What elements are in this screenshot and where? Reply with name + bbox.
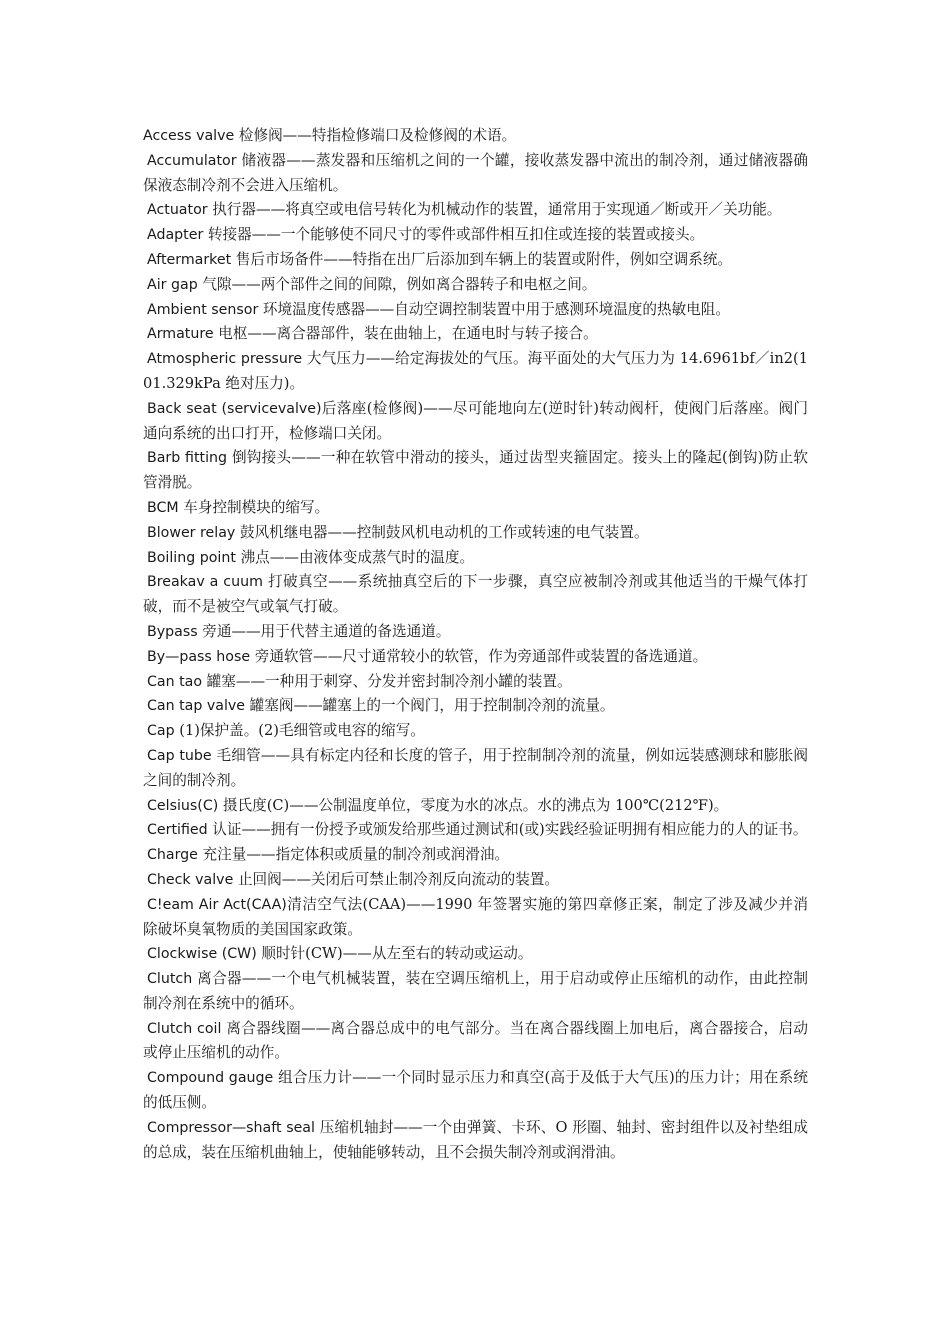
glossary-term: BCM [147, 499, 179, 516]
glossary-entry [143, 1116, 808, 1166]
glossary-entry [143, 620, 808, 645]
glossary-entry [143, 570, 808, 620]
glossary-definition: 打破真空——系统抽真空后的下一步骤，真空应被制冷剂或其他适当的干燥气体打破，而不是被空气或氧气打破。 [143, 573, 808, 616]
glossary-term: Check valve [147, 871, 234, 888]
glossary-definition: (1)保护盖。(2)毛细管或电容的缩写。 [174, 722, 425, 740]
glossary-term: Adapter [147, 227, 204, 244]
glossary-definition: 转接器——一个能够使不同尺寸的零件或部件相互扣住或连接的装置或接头。 [203, 226, 705, 244]
glossary-term: Celsius(C) [147, 797, 219, 814]
glossary-entry [143, 546, 808, 571]
glossary-entry [143, 744, 808, 794]
glossary-definition: 压缩机轴封——一个由弹簧、卡环、O 形圈、轴封、密封组件以及衬垫组成的总成，装在压缩机曲轴上，使轴能够转动，且不会损失制冷剂或润滑油。 [143, 1118, 808, 1161]
glossary-entry [143, 670, 808, 695]
glossary-entry [143, 1017, 808, 1067]
glossary-definition: 摄氏度(C)——公制温度单位，零度为水的冰点。水的沸点为 100℃(212℉)。 [218, 796, 729, 814]
glossary-definition: 罐塞阀——罐塞上的一个阀门，用于控制制冷剂的流量。 [245, 697, 615, 715]
glossary-entry [143, 347, 808, 397]
glossary-term: Clutch coil [147, 1020, 222, 1037]
glossary-definition: 气隙——两个部件之间的间隙，例如离合器转子和电枢之间。 [197, 275, 597, 293]
glossary-entry [143, 794, 808, 819]
glossary-term: Certified [147, 822, 208, 839]
glossary-term: Clutch [147, 971, 193, 988]
glossary-term: Access valve [143, 128, 235, 144]
glossary-definition: 鼓风机继电器——控制鼓风机电动机的工作或转速的电气装置。 [235, 523, 649, 541]
glossary-entry [143, 893, 808, 943]
glossary-term: Accumulator [147, 152, 237, 169]
glossary-term: By—pass hose [147, 648, 251, 665]
glossary-term: Actuator [147, 202, 208, 219]
glossary-term: Compound gauge [147, 1070, 274, 1087]
glossary-entry [143, 1066, 808, 1116]
glossary-term: Breakav a cuum [147, 574, 263, 591]
glossary-term: Back seat (servicevalve) [147, 400, 322, 417]
glossary-term: Armature [147, 326, 214, 343]
glossary-term: Can tao [147, 673, 203, 690]
glossary-definition: 大气压力——给定海拔处的气压。海平面处的大气压力为 14.6961bf／in2(101.329kPa 绝对压力)。 [143, 350, 808, 392]
glossary-entry [143, 694, 808, 719]
glossary-entry [143, 273, 808, 298]
glossary-entry [143, 719, 808, 744]
glossary-entry [143, 149, 808, 199]
glossary-term: Blower relay [147, 524, 236, 541]
glossary-definition: 充注量——指定体积或质量的制冷剂或润滑油。 [197, 846, 510, 864]
glossary-term: Barb fitting [147, 450, 228, 467]
glossary-term: Cap [147, 723, 175, 740]
glossary-term: Aftermarket [147, 251, 232, 268]
glossary-definition: 执行器——将真空或电信号转化为机械动作的装置，通常用于实现通／断或开／关功能。 [207, 201, 782, 219]
glossary-entry [143, 248, 808, 273]
glossary-definition: 后落座(检修阀)——尽可能地向左(逆时针)转动阀杆，使阀门后落座。阀门通向系统的出口打开，检修端口关闭。 [143, 399, 809, 442]
glossary-term: Cap tube [147, 747, 212, 764]
glossary-entry [143, 967, 808, 1017]
glossary-entry [143, 124, 808, 149]
glossary-definition: 离合器线圈——离合器总成中的电气部分。当在离合器线圈上加电后，离合器接合，启动或停止压缩机的动作。 [143, 1019, 808, 1062]
glossary-definition: 售后市场备件——特指在出厂后添加到车辆上的装置或附件，例如空调系统。 [231, 250, 733, 268]
glossary-term: C!eam Air Act(CAA) [147, 896, 287, 913]
glossary-entry [143, 942, 808, 967]
glossary-term: Atmospheric pressure [147, 351, 303, 368]
glossary-definition: 环境温度传感器——自动空调控制装置中用于感测环境温度的热敏电阻。 [258, 300, 730, 318]
glossary-term: Clockwise (CW) [147, 946, 257, 963]
glossary-entry [143, 818, 808, 843]
glossary-term: Charge [147, 847, 198, 864]
glossary-term: Compressor—shaft seal [147, 1119, 315, 1136]
glossary-definition: 倒钩接头——一种在软管中滑动的接头，通过齿型夹箍固定。接头上的隆起(倒钩)防止软管滑脱。 [143, 449, 808, 492]
glossary-definition: 毛细管——具有标定内径和长度的管子，用于控制制冷剂的流量，例如远装感测球和膨胀阀之间的制冷剂。 [143, 746, 809, 789]
glossary-entry [143, 223, 808, 248]
glossary-entry [143, 298, 808, 323]
glossary-definition: 旁通——用于代替主通道的备选通道。 [197, 622, 451, 640]
glossary-entry [143, 198, 808, 223]
glossary-entry [143, 843, 808, 868]
glossary-entry [143, 868, 808, 893]
glossary-definition: 离合器——一个电气机械装置，装在空调压缩机上，用于启动或停止压缩机的动作，由此控制制冷剂在系统中的循环。 [143, 970, 808, 1012]
glossary-entry [143, 446, 808, 496]
glossary-definition: 组合压力计——一个同时显示压力和真空(高于及低于大气压)的压力计；用在系统的低压侧。 [143, 1069, 808, 1112]
glossary-entry [143, 322, 808, 347]
glossary-definition: 电枢——离合器部件，装在曲轴上，在通电时与转子接合。 [213, 325, 598, 343]
glossary-definition: 认证——拥有一份授予或颁发给那些通过测试和(或)实践经验证明拥有相应能力的人的证书。 [207, 821, 808, 839]
glossary-definition: 罐塞——一种用于刺穿、分发并密封制冷剂小罐的装置。 [202, 672, 572, 690]
glossary-term: Ambient sensor [147, 301, 259, 318]
glossary-term: Bypass [147, 623, 198, 640]
glossary-term: Can tap valve [147, 698, 246, 715]
glossary-term: Air gap [147, 276, 198, 293]
glossary-definition: 清洁空气法(CAA)——1990 年签署实施的第四章修正案，制定了涉及减少并消除破坏臭氧物质的美国国家政策。 [143, 895, 808, 938]
glossary-definition: 顺时针(CW)——从左至右的转动或运动。 [256, 945, 533, 963]
glossary-entry [143, 521, 808, 546]
glossary-entry [143, 645, 808, 670]
glossary-definition: 车身控制模块的缩写。 [178, 498, 330, 516]
glossary-list [143, 124, 808, 1165]
glossary-term: Boiling point [147, 549, 236, 566]
glossary-definition: 旁通软管——尺寸通常较小的软管，作为旁通部件或装置的备选通道。 [250, 647, 708, 665]
glossary-entry [143, 496, 808, 521]
glossary-definition: 储液器——蒸发器和压缩机之间的一个罐，接收蒸发器中流出的制冷剂，通过储液器确保液态制冷剂不会进入压缩机。 [143, 151, 808, 194]
glossary-entry [143, 397, 808, 447]
glossary-definition: 检修阀——特指检修端口及检修阀的术语。 [234, 127, 517, 144]
glossary-definition: 止回阀——关闭后可禁止制冷剂反向流动的装置。 [233, 870, 560, 888]
glossary-definition: 沸点——由液体变成蒸气时的温度。 [235, 548, 475, 566]
